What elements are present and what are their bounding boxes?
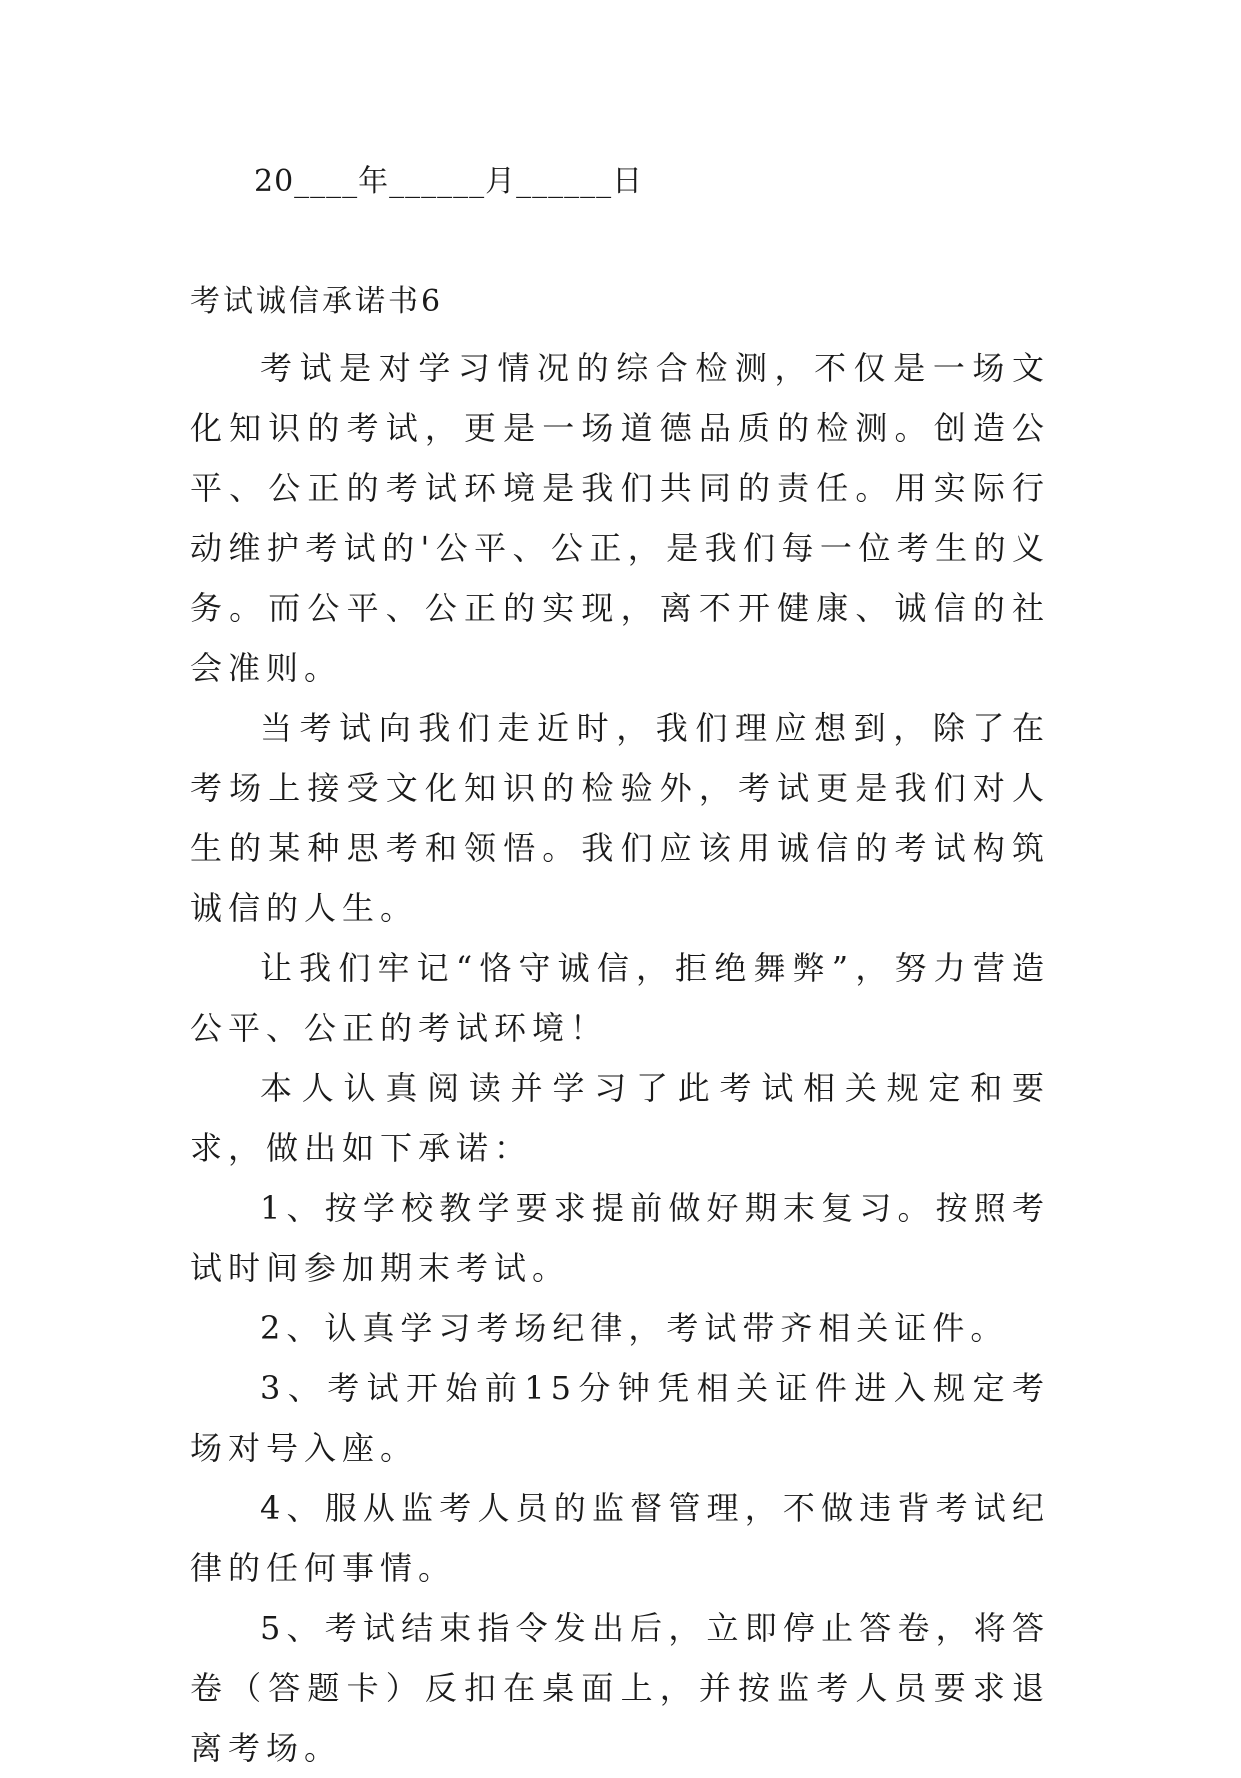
list-item-5: 5、考试结束指令发出后，立即停止答卷，将答卷（答题卡）反扣在桌面上，并按监考人员要求退离考场。: [190, 1609, 1050, 1767]
paragraph: 本人认真阅读并学习了此考试相关规定和要求，做出如下承诺：: [190, 1069, 1050, 1167]
date-line: 20____年______月______日: [254, 164, 644, 199]
paragraph: 考试是对学习情况的综合检测，不仅是一场文化知识的考试，更是一场道德品质的检测。创造公平、公正的考试环境是我们共同的责任。用实际行动维护考试的'公平、公正，是我们每一位考生的义务。而公平、公正的实现，离不开健康、诚信的社会准则。: [190, 349, 1050, 687]
document-title: 考试诚信承诺书6: [190, 284, 444, 319]
list-item-4: 4、服从监考人员的监督管理，不做违背考试纪律的任何事情。: [190, 1489, 1050, 1587]
list-item-2: 2、认真学习考场纪律，考试带齐相关证件。: [260, 1309, 1009, 1347]
paragraph: 让我们牢记“恪守诚信，拒绝舞弊”，努力营造公平、公正的考试环境！: [190, 949, 1050, 1047]
list-item-3: 3、考试开始前15分钟凭相关证件进入规定考场对号入座。: [190, 1369, 1050, 1467]
paragraph: 当考试向我们走近时，我们理应想到，除了在考场上接受文化知识的检验外，考试更是我们对人生的某种思考和领悟。我们应该用诚信的考试构筑诚信的人生。: [190, 709, 1050, 927]
document-body: [190, 338, 1050, 1778]
list-item-1: 1、按学校教学要求提前做好期末复习。按照考试时间参加期末考试。: [190, 1189, 1050, 1287]
